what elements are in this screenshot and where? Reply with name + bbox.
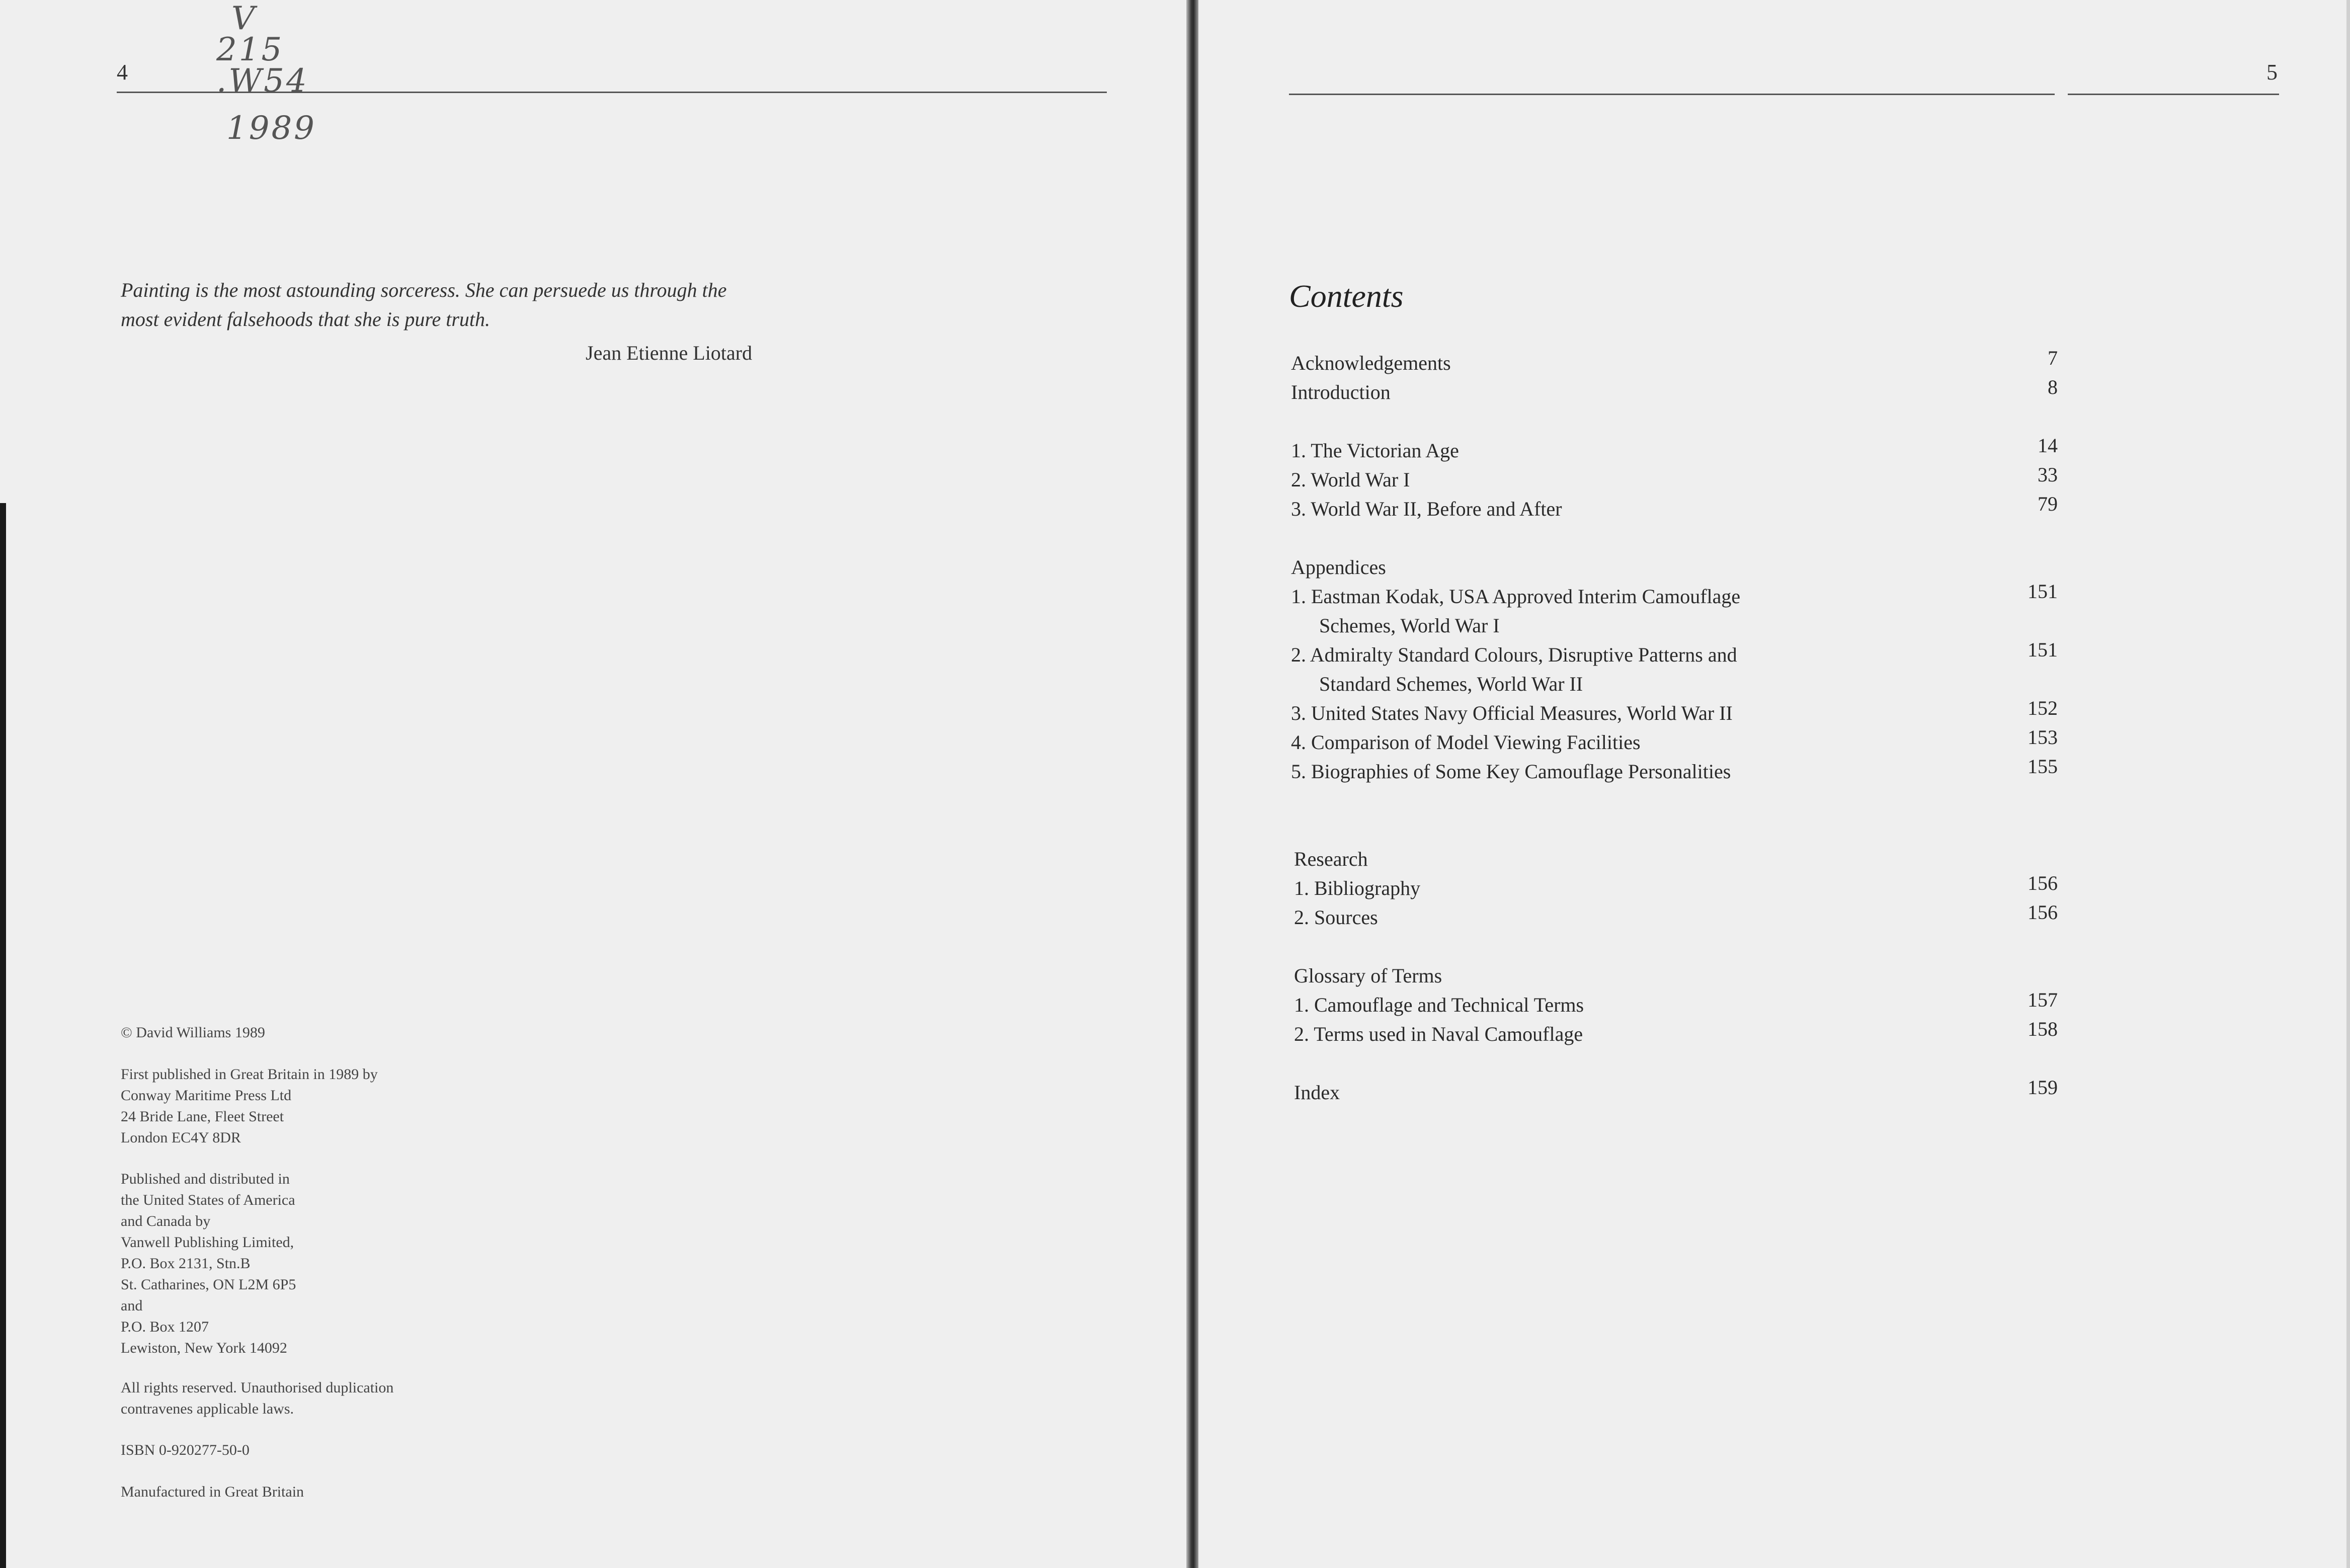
toc-glossary-1	[1294, 993, 1584, 1017]
publisher-line: 24 Bride Lane, Fleet Street	[121, 1108, 284, 1125]
page-edge-shadow	[0, 503, 6, 1568]
toc-entry-acknowledgements: Acknowledgements	[1291, 352, 1451, 374]
distributor-line: Lewiston, New York 14092	[121, 1340, 287, 1356]
toc-page-research-2: 156	[2028, 901, 2058, 924]
toc-num: 1.	[1291, 585, 1306, 608]
toc-page-chapter-2: 33	[2038, 463, 2058, 486]
toc-chapter-1	[1291, 439, 1459, 462]
toc-label: United States Navy Official Measures, World War II	[1311, 702, 1733, 724]
right-page	[1200, 0, 2350, 1568]
toc-page-research-1: 156	[2028, 872, 2058, 894]
toc-research-2	[1294, 905, 1378, 929]
publisher-block	[121, 1064, 378, 1148]
toc-num: 3.	[1291, 498, 1306, 520]
copyright-line	[121, 1022, 265, 1043]
toc-num: 1.	[1294, 877, 1309, 899]
toc-appendices-title: Appendices	[1291, 556, 1386, 579]
toc-page-acknowledgements: 7	[2048, 347, 2058, 369]
toc-research-1	[1294, 876, 1420, 900]
distributor-line: Vanwell Publishing Limited,	[121, 1234, 294, 1251]
isbn-line	[121, 1440, 250, 1461]
toc-chapter-3	[1291, 497, 1562, 521]
toc-glossary-title: Glossary of Terms	[1294, 964, 1442, 987]
handwritten-note-1989: 1989	[226, 110, 316, 147]
toc-num: 3.	[1291, 702, 1306, 724]
toc-research-title: Research	[1294, 848, 1368, 870]
distributor-line: St. Catharines, ON L2M 6P5	[121, 1276, 296, 1293]
toc-label: Biographies of Some Key Camouflage Personalities	[1311, 760, 1731, 783]
toc-page-chapter-1: 14	[2038, 434, 2058, 457]
publisher-line: First published in Great Britain in 1989 by	[121, 1066, 378, 1083]
handwritten-note-w54: .W54	[216, 62, 309, 100]
toc-page-appendix-5: 155	[2028, 755, 2058, 778]
toc-label: Bibliography	[1314, 877, 1421, 899]
publisher-line: Conway Maritime Press Ltd	[121, 1087, 292, 1104]
toc-entry-index: Index	[1294, 1081, 1340, 1104]
toc-glossary-2	[1294, 1022, 1583, 1046]
manufactured-line	[121, 1481, 304, 1503]
toc-appendix-2-cont: Standard Schemes, World War II	[1319, 673, 1583, 695]
toc-page-appendix-1: 151	[2028, 580, 2058, 603]
toc-label: Eastman Kodak, USA Approved Interim Camouflage	[1311, 585, 1741, 608]
toc-num: 1.	[1294, 994, 1309, 1016]
toc-label: Terms used in Naval Camouflage	[1314, 1023, 1583, 1045]
rights-line: All rights reserved. Unauthorised duplication	[121, 1379, 394, 1396]
toc-chapter-2	[1291, 468, 1410, 491]
distributor-line: and Canada by	[121, 1213, 211, 1229]
toc-label: Sources	[1314, 906, 1378, 929]
rights-block	[121, 1377, 393, 1420]
distributor-line: P.O. Box 1207	[121, 1318, 209, 1335]
toc-page-glossary-1: 157	[2028, 988, 2058, 1011]
quote-author: Jean Etienne Liotard	[586, 342, 752, 364]
distributor-line: Published and distributed in	[121, 1171, 290, 1187]
contents-title: Contents	[1289, 278, 1404, 314]
toc-num: 2.	[1291, 643, 1306, 666]
quote-line-2: most evident falsehoods that she is pure truth.	[121, 308, 491, 331]
toc-page-appendix-3: 152	[2028, 697, 2058, 719]
toc-appendix-3	[1291, 701, 1733, 725]
page-number-left: 4	[117, 60, 128, 85]
toc-appendix-5	[1291, 760, 1731, 783]
toc-page-introduction: 8	[2048, 376, 2058, 398]
toc-page-chapter-3: 79	[2038, 492, 2058, 515]
toc-num: 2.	[1291, 468, 1306, 491]
page-edge	[2346, 0, 2350, 1568]
toc-page-glossary-2: 158	[2028, 1018, 2058, 1040]
toc-num: 4.	[1291, 731, 1306, 754]
toc-label: The Victorian Age	[1311, 439, 1459, 462]
toc-page-appendix-4: 153	[2028, 726, 2058, 749]
handwritten-note-215: 215	[216, 31, 284, 68]
epigraph-quote	[121, 276, 760, 334]
book-gutter	[1186, 0, 1198, 1568]
isbn-text: ISBN 0-920277-50-0	[121, 1442, 250, 1458]
toc-num: 1.	[1291, 439, 1306, 462]
distributor-line: the United States of America	[121, 1192, 295, 1208]
toc-appendix-2	[1291, 643, 1737, 667]
manufactured-text: Manufactured in Great Britain	[121, 1483, 304, 1500]
copyright-text: © David Williams 1989	[121, 1024, 265, 1041]
toc-appendix-1	[1291, 585, 1740, 608]
toc-appendix-4	[1291, 730, 1641, 754]
distributor-block	[121, 1169, 296, 1359]
page-number-right: 5	[2266, 60, 2278, 85]
toc-page-appendix-2: 151	[2028, 638, 2058, 661]
toc-num: 2.	[1294, 1023, 1309, 1045]
distributor-line: and	[121, 1297, 143, 1314]
toc-label: Comparison of Model Viewing Facilities	[1311, 731, 1641, 754]
toc-label: World War II, Before and After	[1311, 498, 1562, 520]
toc-num: 5.	[1291, 760, 1306, 783]
toc-appendix-1-cont: Schemes, World War I	[1319, 614, 1500, 637]
toc-entry-introduction: Introduction	[1291, 381, 1391, 403]
quote-line-1: Painting is the most astounding sorceress. She can persuede us through the	[121, 279, 727, 301]
toc-num: 2.	[1294, 906, 1309, 929]
handwritten-note-v: V	[231, 0, 257, 37]
rights-line: contravenes applicable laws.	[121, 1400, 294, 1417]
distributor-line: P.O. Box 2131, Stn.B	[121, 1255, 251, 1272]
toc-page-index: 159	[2028, 1076, 2058, 1099]
toc-label: World War I	[1311, 468, 1410, 491]
publisher-line: London EC4Y 8DR	[121, 1129, 241, 1146]
header-rule-main	[1289, 94, 2055, 95]
toc-label: Admiralty Standard Colours, Disruptive Patterns and	[1310, 643, 1737, 666]
header-rule-short	[2068, 94, 2279, 95]
toc-label: Camouflage and Technical Terms	[1314, 994, 1584, 1016]
